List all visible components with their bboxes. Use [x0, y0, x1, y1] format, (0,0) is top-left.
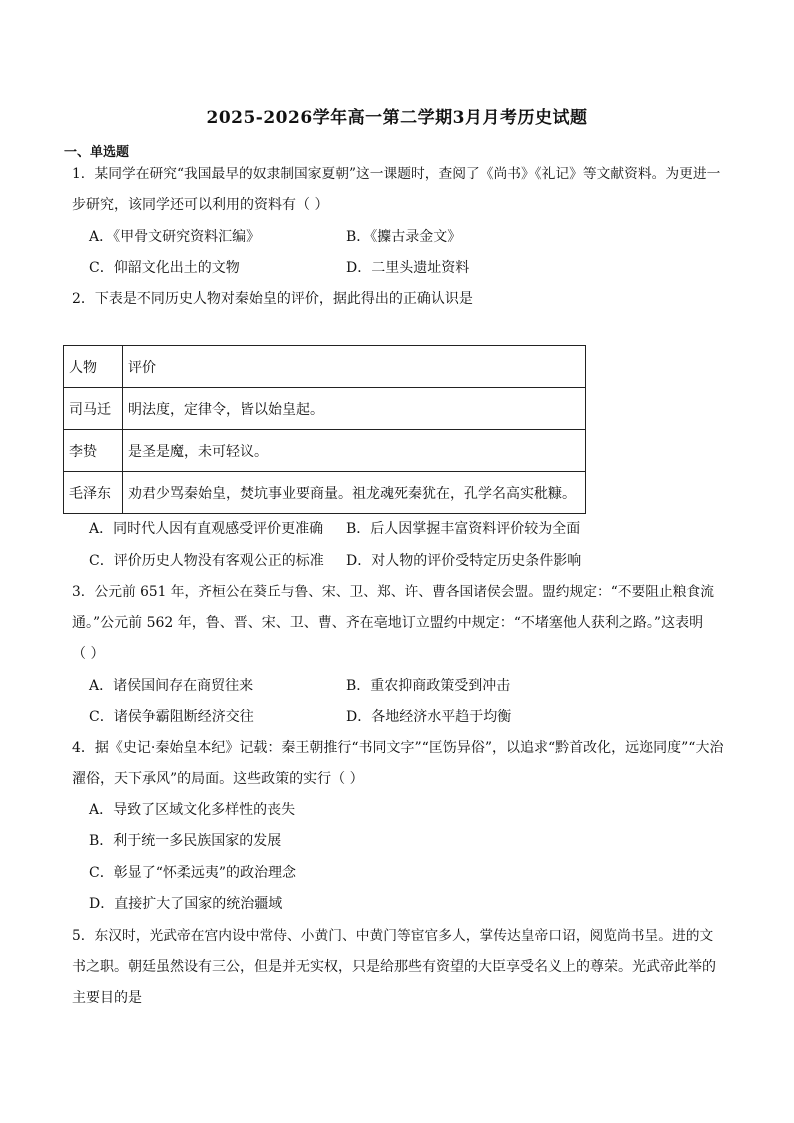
q3-option-a[interactable]: A．诸侯国间存在商贸往来	[89, 678, 254, 694]
q3-stem-line-2: 通。”公元前 562 年，鲁、晋、宋、卫、曹、齐在亳地订立盟约中规定：“不堵塞他人获利之路。”这表明	[72, 615, 704, 631]
q4-option-b[interactable]: B．利于统一多民族国家的发展	[89, 833, 282, 849]
table-cell-person: 毛泽东	[64, 472, 123, 514]
table-cell-evaluation: 是圣是魔，未可轻议。	[123, 430, 586, 472]
q3-option-b[interactable]: B．重农抑商政策受到冲击	[346, 678, 511, 694]
q1-option-d[interactable]: D．二里头遗址资料	[346, 260, 470, 276]
q1-stem-line-1: 1．某同学在研究“我国最早的奴隶制国家夏朝”这一课题时，查阅了《尚书》《礼记》等文献资料。为更进一	[72, 166, 721, 182]
q1-option-a[interactable]: A．《甲骨文研究资料汇编》	[89, 229, 261, 245]
q1-option-b[interactable]: B．《攈古录金文》	[346, 229, 462, 245]
q2-option-a[interactable]: A．同时代人因有直观感受评价更准确	[89, 521, 324, 537]
q2-stem: 2．下表是不同历史人物对秦始皇的评价，据此得出的正确认识是	[72, 291, 473, 307]
q5-stem-line-1: 5．东汉时，光武帝在宫内设中常侍、小黄门、中黄门等宦官多人，掌传达皇帝口诏，阅览尚书呈。进的文	[72, 928, 714, 944]
q3-stem-line-3: （ ）	[72, 646, 105, 662]
evaluation-table	[63, 345, 586, 514]
q2-option-d[interactable]: D．对人物的评价受特定历史条件影响	[346, 553, 582, 569]
q3-option-c[interactable]: C．诸侯争霸阻断经济交往	[89, 709, 254, 725]
q4-option-a[interactable]: A．导致了区域文化多样性的丧失	[89, 802, 296, 818]
section-heading: 一、单选题	[64, 145, 130, 160]
table-header-evaluation: 评价	[123, 346, 586, 388]
table-row	[64, 388, 586, 430]
q2-option-c[interactable]: C．评价历史人物没有客观公正的标准	[89, 553, 324, 569]
q2-option-b[interactable]: B．后人因掌握丰富资料评价较为全面	[346, 521, 581, 537]
table-cell-person: 司马迁	[64, 388, 123, 430]
page-title: 2025-2026学年高一第二学期3月月考历史试题	[206, 108, 588, 128]
q3-option-d[interactable]: D．各地经济水平趋于均衡	[346, 709, 512, 725]
q1-option-c[interactable]: C．仰韶文化出土的文物	[89, 260, 240, 276]
q4-option-d[interactable]: D．直接扩大了国家的统治疆域	[89, 896, 283, 912]
q3-stem-line-1: 3．公元前 651 年，齐桓公在葵丘与鲁、宋、卫、郑、许、曹各国诸侯会盟。盟约规定：“不要阻止粮食流	[72, 584, 715, 600]
q1-stem-line-2: 步研究，该同学还可以利用的资料有（ ）	[72, 197, 329, 213]
table-header-row	[64, 346, 586, 388]
q5-stem-line-2: 书之职。朝廷虽然设有三公，但是并无实权，只是给那些有资望的大臣享受名义上的尊荣。光武帝此举的	[72, 959, 716, 975]
q4-stem-line-1: 4．据《史记·秦始皇本纪》记载：秦王朝推行“书同文字”“匡饬异俗”，以追求“黔首改化，远迩同度”“大治	[72, 740, 724, 756]
q4-stem-line-2: 濯俗，天下承风”的局面。这些政策的实行（ ）	[72, 771, 364, 787]
table-header-person: 人物	[64, 346, 123, 388]
table-cell-evaluation: 劝君少骂秦始皇，焚坑事业要商量。祖龙魂死秦犹在，孔学名高实秕糠。	[123, 472, 586, 514]
q4-option-c[interactable]: C．彰显了“怀柔远夷”的政治理念	[89, 865, 297, 881]
table-cell-person: 李贽	[64, 430, 123, 472]
table-cell-evaluation: 明法度，定律令，皆以始皇起。	[123, 388, 586, 430]
table-row	[64, 472, 586, 514]
q5-stem-line-3: 主要目的是	[72, 990, 142, 1006]
table-row	[64, 430, 586, 472]
